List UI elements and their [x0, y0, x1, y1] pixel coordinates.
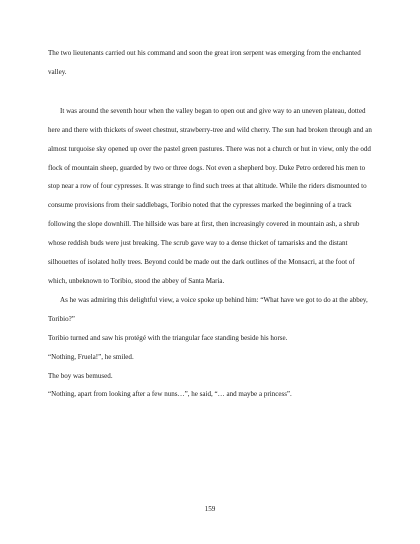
body-text: [48, 44, 375, 404]
paragraph-4: Toribio turned and saw his protégé with the triangular face standing beside his horse.: [48, 333, 288, 342]
paragraph-2: It was around the seventh hour when the valley began to open out and give way to an uneven plateau, dotted here and there with thickets of sweet chestnut, strawberry-tree and wild cherry. The sun had broken through and an almost turquoise sky opened up over the pastel green pastures. There was not a church or hut in view, only the odd flock of mountain sheep, guarded by two or three dogs. Not even a shepherd boy. Duke Petro ordered his men to stop near a row of four cypresses. It was strange to find such trees at that altitude. While the riders dismounted to consume provisions from their saddlebags, Toribio noted that the cypresses marked the beginning of a track following the slope downhill. The hillside was bare at first, then increasingly covered in mountain ash, a shrub whose reddish buds were just breaking. The scrub gave way to a dense thicket of tamarisks and the distant silhouettes of isolated holly trees. Beyond could be made out the dark outlines of the Monsacri, at the foot of which, unbeknown to Toribio, stood the abbey of Santa Maria.: [48, 106, 372, 285]
paragraph-1: The two lieutenants carried out his command and soon the great iron serpent was emerging from the enchanted valley.: [48, 49, 361, 76]
paragraph-6: The boy was bemused.: [48, 371, 113, 380]
paragraph-5: “Nothing, Fruela!”, he smiled.: [48, 352, 134, 361]
paragraph-3: As he was admiring this delightful view, a voice spoke up behind him: “What have we got to do at the abbey, Toribio?”: [48, 295, 368, 323]
paragraph-7: “Nothing, apart from looking after a few nuns…”, he said, “… and maybe a princess”.: [48, 390, 292, 399]
page-number: 159: [204, 505, 216, 513]
